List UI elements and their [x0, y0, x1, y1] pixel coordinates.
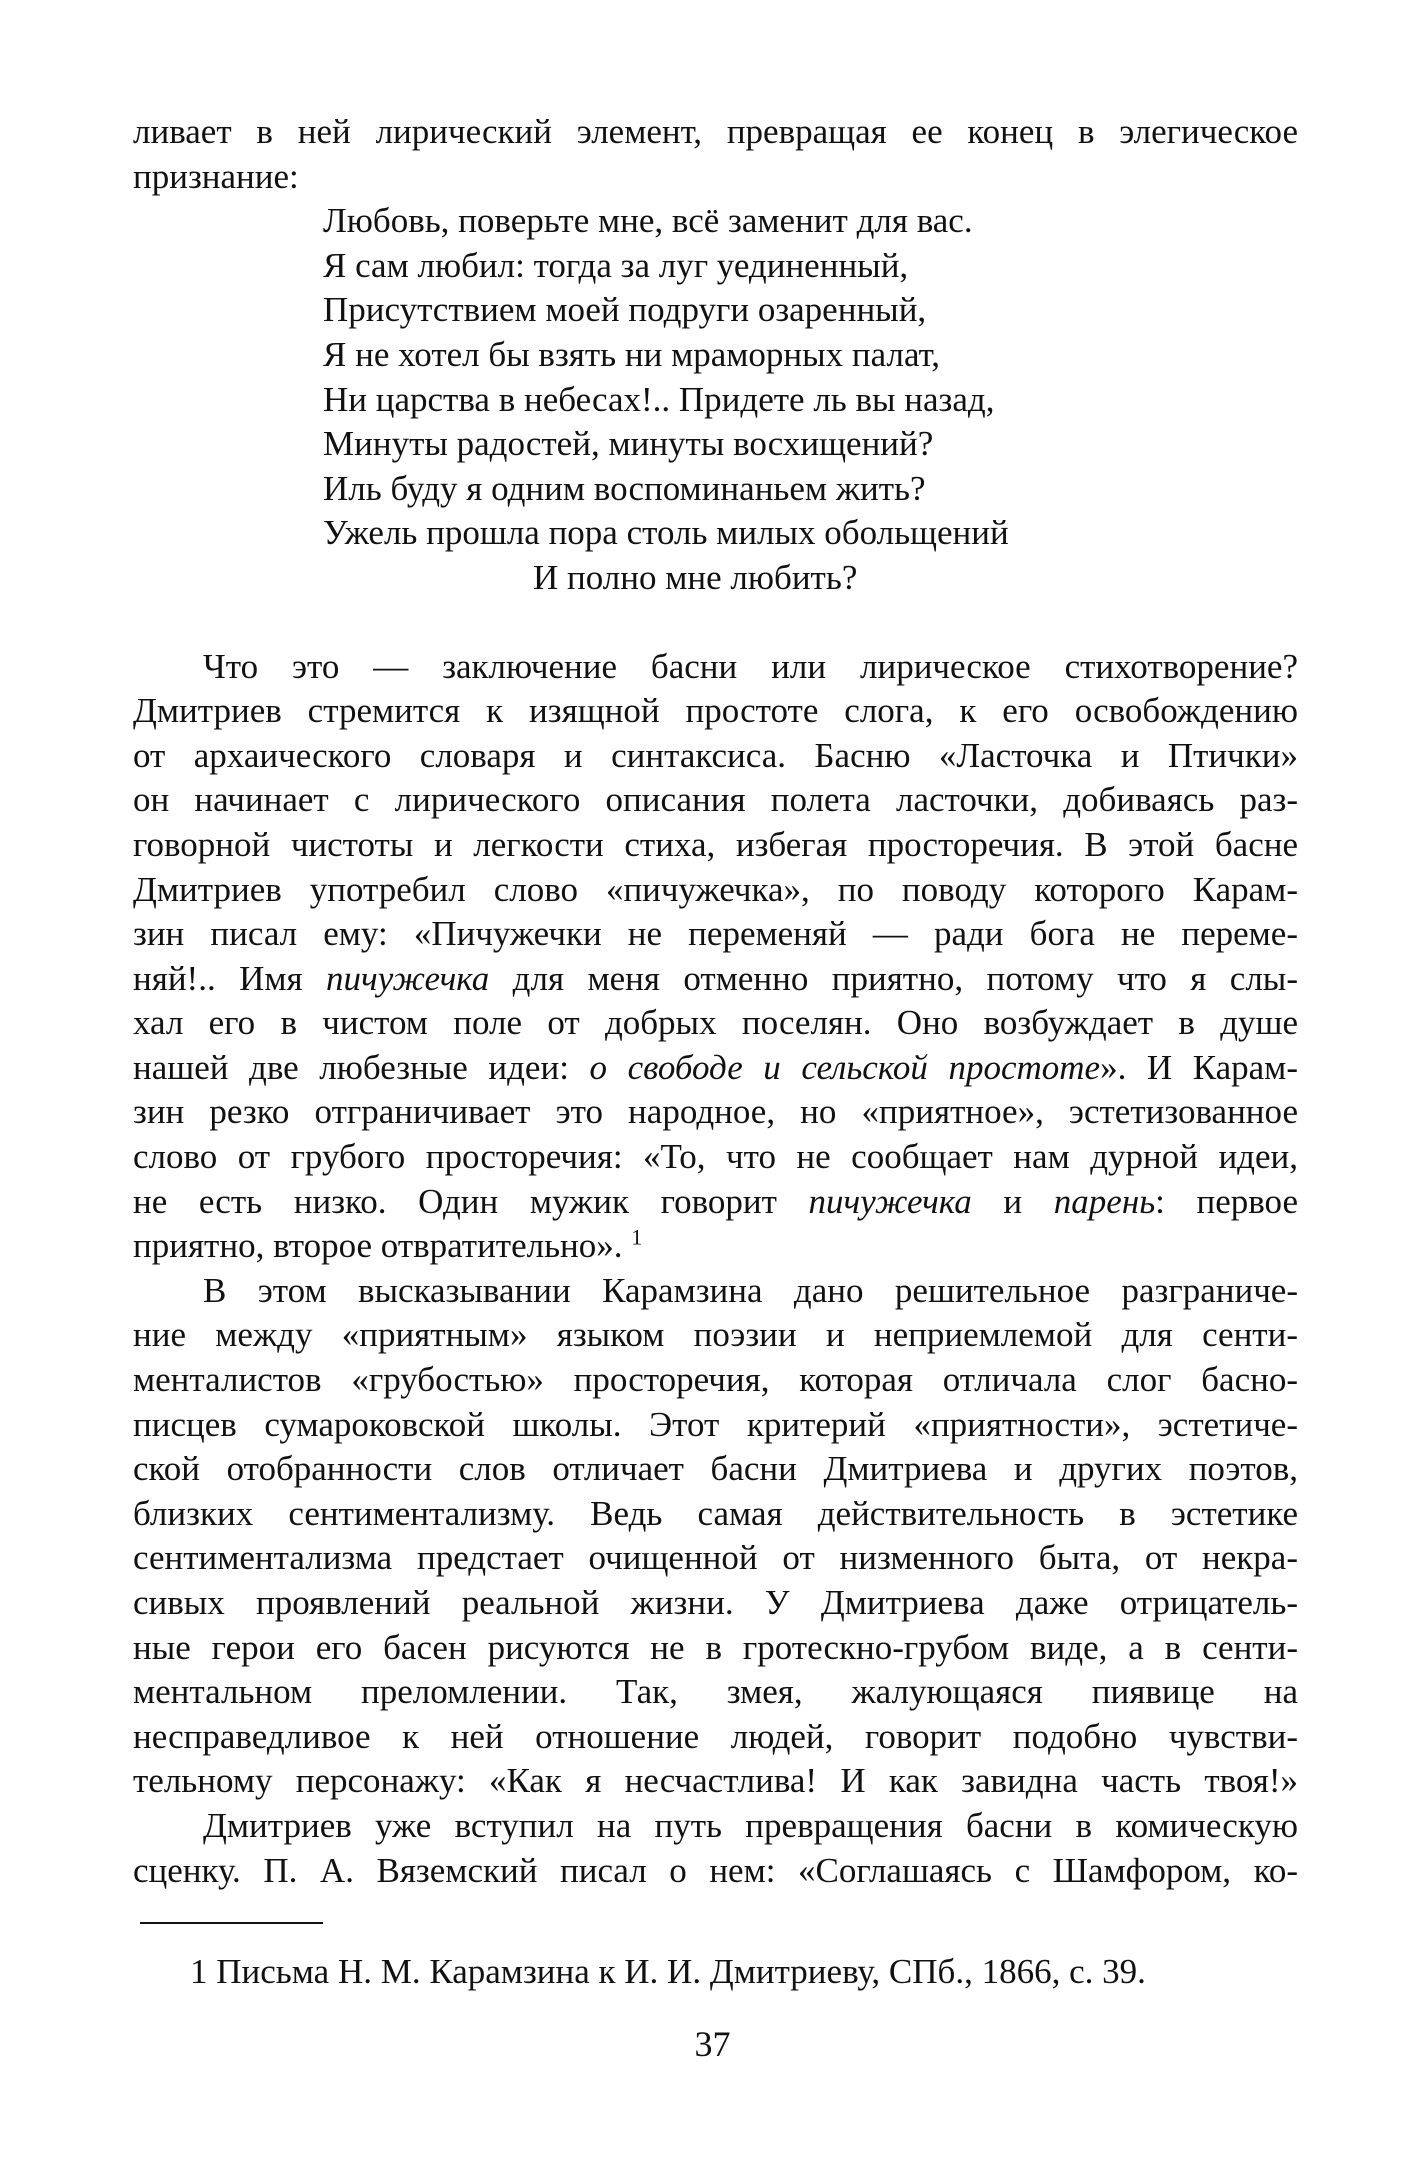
text-run: : первое [1155, 1181, 1298, 1221]
verse-line: И полно мне любить? [533, 557, 858, 597]
verse-line: Иль буду я одним воспоминаньем жить? [323, 468, 926, 508]
verse-line: Ужель прошла пора столь милых обольщений [323, 513, 1009, 553]
text-line: от архаического словаря и синтаксиса. Басню «Ласточка и Птички» [133, 735, 1298, 775]
verse-line: Присутствием моей подруги озаренный, [323, 290, 927, 330]
text-line: Что это — заключение басни или лирическое стихотворение? [203, 646, 1298, 686]
text-line: тельному персонажу: «Как я несчастлива! И как завидна часть твоя!» [133, 1761, 1298, 1801]
footnote [190, 1950, 1146, 1994]
text-run: приятно, второе отвратительно». [133, 1226, 623, 1266]
text-line: ментальном преломлении. Так, змея, жалующаяся пиявице на [133, 1672, 1298, 1712]
verse-line: Любовь, поверьте мне, всё заменит для вас. [323, 201, 973, 241]
text-line: Дмитриев употребил слово «пичужечка», по поводу которого Карам- [133, 869, 1298, 909]
text-line: Дмитриев стремится к изящной простоте слога, к его освобождению [133, 691, 1298, 731]
page-body [133, 110, 1298, 1893]
text-line: сентиментализма предстает очищенной от низменного быта, от некра- [133, 1538, 1298, 1578]
verse-line: Я сам любил: тогда за луг уединенный, [323, 245, 909, 285]
text-line: ской отобранности слов отличает басни Дмитриева и других поэтов, [133, 1449, 1298, 1489]
text-run: нашей две любезные идеи: [133, 1047, 590, 1087]
text-line: В этом высказывании Карамзина дано решительное разграниче- [203, 1270, 1298, 1310]
text-line [133, 1224, 1298, 1269]
text-line: слово от грубого просторечия: «То, что не сообщает нам дурной идеи, [133, 1137, 1298, 1177]
text-line: ние между «приятным» языком поэзии и неприемлемой для сенти- [133, 1315, 1298, 1355]
text-line: сивых проявлений реальной жизни. У Дмитриева даже отрицатель- [133, 1583, 1298, 1622]
italic-text: пичужечка [326, 958, 490, 998]
text-line: зин писал ему: «Пичужечки не переменяй — ради бога не переме- [133, 914, 1298, 954]
text-line: он начинает с лирического описания полета ласточки, добиваясь раз- [133, 780, 1298, 820]
text-run: няй!.. Имя [133, 958, 327, 998]
italic-text: парень [1053, 1181, 1156, 1221]
text-line [133, 1046, 1298, 1091]
paragraph-3 [133, 1804, 1298, 1893]
text-line [133, 957, 1298, 1002]
text-line: писцев сумароковской школы. Этот критерий «приятности», эстетиче- [133, 1404, 1298, 1444]
text-line [133, 1180, 1298, 1225]
verse-quotation [133, 199, 1298, 600]
text-line: признание: [133, 156, 299, 196]
footnote-divider [140, 1922, 323, 1924]
text-run: и [971, 1181, 1054, 1221]
verse-line: Ни царства в небесах!.. Придете ль вы назад, [323, 379, 995, 419]
text-run: ». И Карам- [1100, 1047, 1298, 1087]
text-line: близких сентиментализму. Ведь самая действительность в эстетике [133, 1493, 1298, 1533]
verse-line: Минуты радостей, минуты восхищений? [323, 424, 934, 464]
page-number: 37 [694, 2024, 731, 2064]
text-line: хал его в чистом поле от добрых поселян. Оно возбуждает в душе [133, 1003, 1298, 1043]
footnote-text: Письма Н. М. Карамзина к И. И. Дмитриеву, СПб., 1866, с. 39. [216, 1952, 1146, 1991]
text-line: менталистов «грубостью» просторечия, которая отличала слог басно- [133, 1360, 1298, 1400]
text-run: для меня отменно приятно, потому что я слы- [489, 958, 1298, 998]
italic-text: о свободе и сельской простоте [589, 1047, 1101, 1087]
footnote-reference: 1 [631, 1224, 643, 1250]
text-line: зин резко отграничивает это народное, но «приятное», эстетизованное [133, 1092, 1298, 1132]
text-line: говорной чистоты и легкости стиха, избегая просторечия. В этой басне [133, 824, 1298, 864]
text-run: не есть низко. Один мужик говорит [133, 1181, 809, 1221]
footnote-marker: 1 [190, 1952, 208, 1991]
paragraph-1 [133, 645, 1298, 1269]
text-line: Дмитриев уже вступил на путь превращения басни в комическую [203, 1805, 1298, 1845]
text-line: ливает в ней лирический элемент, превращая ее конец в элегическое [133, 112, 1298, 151]
paragraph-2 [133, 1269, 1298, 1804]
text-line: сценку. П. А. Вяземский писал о нем: «Соглашаясь с Шамфором, ко- [133, 1850, 1298, 1890]
italic-text: пичужечка [808, 1181, 972, 1221]
text-line: несправедливое к ней отношение людей, говорит подобно чувстви- [133, 1716, 1298, 1756]
text-line: ные герои его басен рисуются не в гротескно-грубом виде, а в сенти- [133, 1627, 1298, 1667]
verse-line: Я не хотел бы взять ни мраморных палат, [323, 334, 941, 374]
intro-paragraph [133, 110, 1298, 199]
